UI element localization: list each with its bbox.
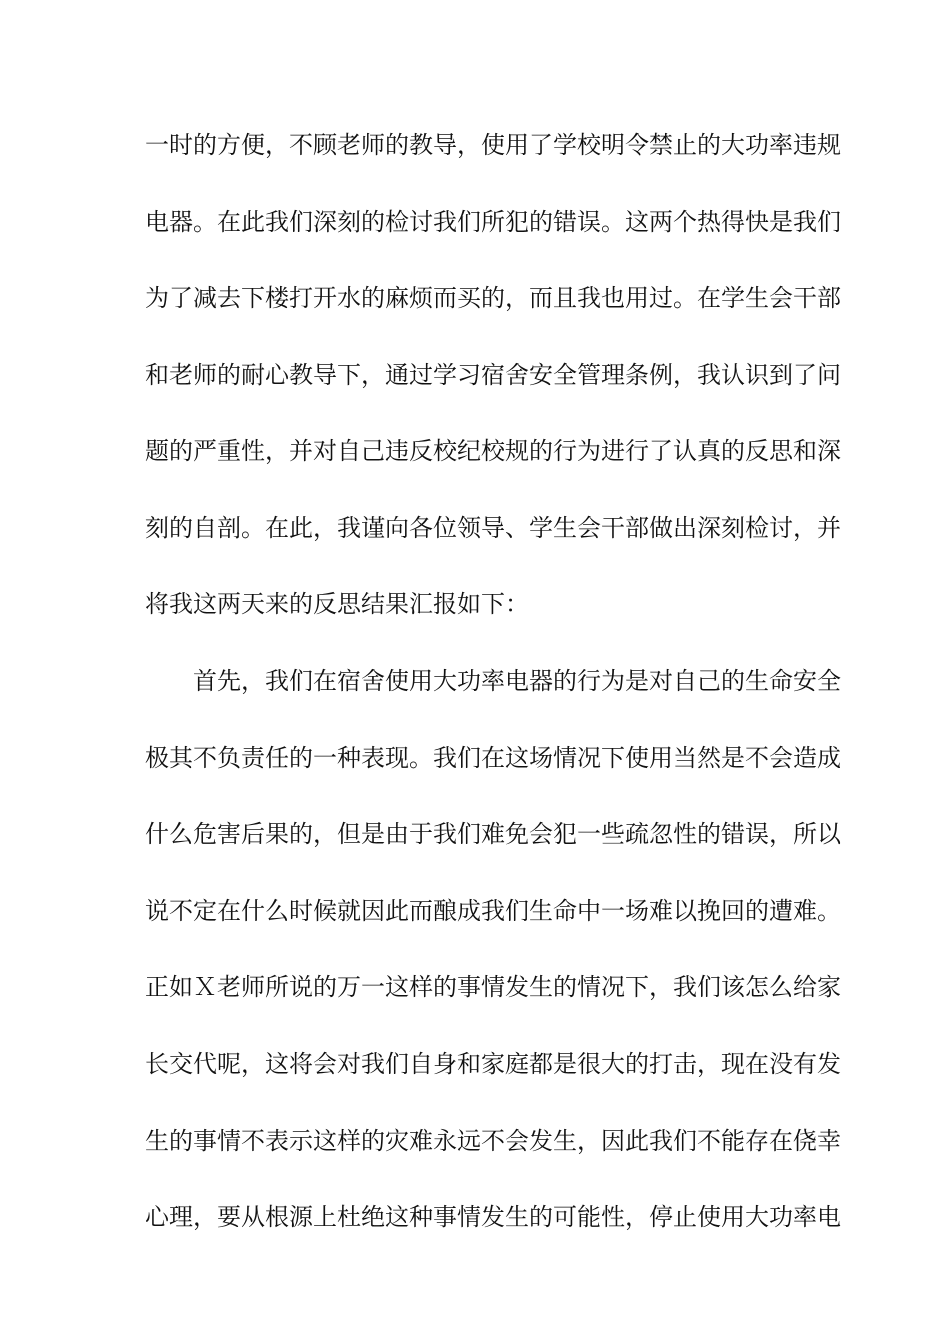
text-line: 正如Ｘ老师所说的万一这样的事情发生的情况下，我们该怎么给家: [145, 973, 841, 1002]
text-line: 生的事情不表示这样的灾难永远不会发生，因此我们不能存在侥幸: [145, 1126, 841, 1155]
text-line: 一时的方便，不顾老师的教导，使用了学校明令禁止的大功率违规: [145, 131, 841, 159]
text-line: 刻的自剖。在此，我谨向各位领导、学生会干部做出深刻检讨，并: [145, 513, 841, 542]
text-line: 长交代呢，这将会对我们自身和家庭都是很大的打击，现在没有发: [145, 1049, 841, 1078]
text-line: 将我这两天来的反思结果汇报如下：: [145, 590, 529, 619]
paragraph-first-line: 首先，我们在宿舍使用大功率电器的行为是对自己的生命安全: [193, 667, 841, 696]
text-line: 题的严重性，并对自己违反校纪校规的行为进行了认真的反思和深: [145, 437, 841, 466]
document-body: [145, 131, 841, 1281]
text-line: 电器。在此我们深刻的检讨我们所犯的错误。这两个热得快是我们: [145, 207, 841, 236]
text-line: 什么危害后果的，但是由于我们难免会犯一些疏忽性的错误，所以: [145, 820, 841, 849]
text-line: 为了减去下楼打开水的麻烦而买的，而且我也用过。在学生会干部: [145, 284, 841, 313]
text-line: 心理，要从根源上杜绝这种事情发生的可能性，停止使用大功率电: [145, 1203, 841, 1232]
text-line: 说不定在什么时候就因此而酿成我们生命中一场难以挽回的遭难。: [145, 896, 841, 925]
text-line: 和老师的耐心教导下，通过学习宿舍安全管理条例，我认识到了问: [145, 360, 841, 389]
text-line: 极其不负责任的一种表现。我们在这场情况下使用当然是不会造成: [145, 743, 841, 772]
